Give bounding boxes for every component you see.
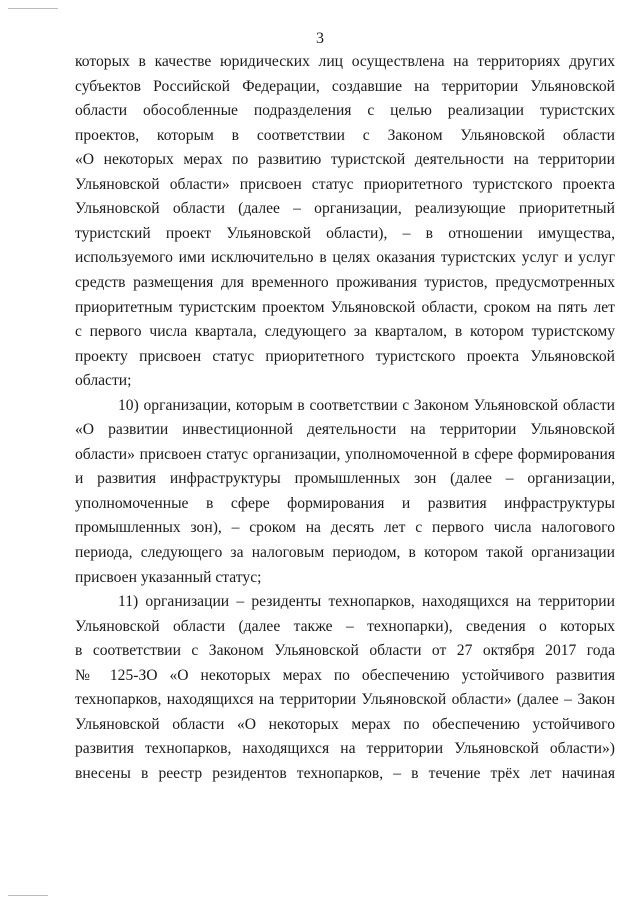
text-line: «О развитии инвестиционной деятельности на территории Ульяновской [75, 421, 615, 439]
text-line: приоритетным туристским проектом Ульяновской области, сроком на пять лет [75, 298, 615, 316]
text-line: уполномоченные в сфере формирования и развития инфраструктуры [75, 494, 615, 512]
scan-artifact [8, 895, 48, 896]
text-line: Ульяновской области (далее также – технопарки), сведения о которых [75, 617, 615, 635]
text-line: Ульяновской области» присвоен статус приоритетного туристского проекта [75, 175, 615, 193]
text-line: средств размещения для временного проживания туристов, предусмотренных [75, 273, 615, 291]
text-line: области обособленные подразделения с целью реализации туристских [75, 102, 615, 120]
text-line: и развития инфраструктуры промышленных зон (далее – организации, [75, 470, 615, 488]
scan-artifact [8, 8, 58, 9]
text-line: используемого ими исключительно в целях оказания туристских услуг и услуг [75, 249, 615, 267]
text-line: 10) организации, которым в соответствии с Законом Ульяновской области [118, 396, 615, 414]
text-line: присвоен указанный статус; [75, 568, 262, 586]
text-line: субъектов Российской Федерации, создавшие на территории Ульяновской [75, 77, 615, 95]
text-line: области» присвоен статус организации, уполномоченной в сфере формирования [75, 445, 615, 463]
text-line: проектов, которым в соответствии с Законом Ульяновской области [75, 126, 615, 144]
text-line: «О некоторых мерах по развитию туристской деятельности на территории [75, 151, 615, 169]
text-line: 11) организации – резиденты технопарков, находящихся на территории [118, 593, 615, 611]
text-line: которых в качестве юридических лиц осуществлена на территориях других [75, 53, 615, 70]
text-line: туристский проект Ульяновской области), – в отношении имущества, [75, 224, 615, 242]
text-line: области; [75, 372, 132, 390]
text-line: проекту присвоен статус приоритетного туристского проекта Ульяновской [75, 347, 615, 365]
text-line: развития технопарков, находящихся на территории Ульяновской области») [75, 740, 615, 758]
text-line: в соответствии с Законом Ульяновской области от 27 октября 2017 года [75, 642, 615, 660]
text-line: внесены в реестр резидентов технопарков, – в течение трёх лет начиная [75, 764, 615, 782]
text-line: № 125-ЗО «О некоторых мерах по обеспечению устойчивого развития [75, 666, 615, 684]
text-line: Ульяновской области (далее – организации, реализующие приоритетный [75, 200, 615, 218]
text-line: с первого числа квартала, следующего за кварталом, в котором туристскому [75, 323, 615, 341]
text-line: периода, следующего за налоговым периодом, в котором такой организации [75, 544, 615, 561]
text-line: Ульяновской области «О некоторых мерах по обеспечению устойчивого [75, 715, 615, 733]
page-number: 3 [316, 30, 324, 47]
text-line: промышленных зон), – сроком на десять лет с первого числа налогового [75, 519, 615, 537]
text-line: технопарков, находящихся на территории Ульяновской области» (далее – Закон [75, 691, 615, 709]
